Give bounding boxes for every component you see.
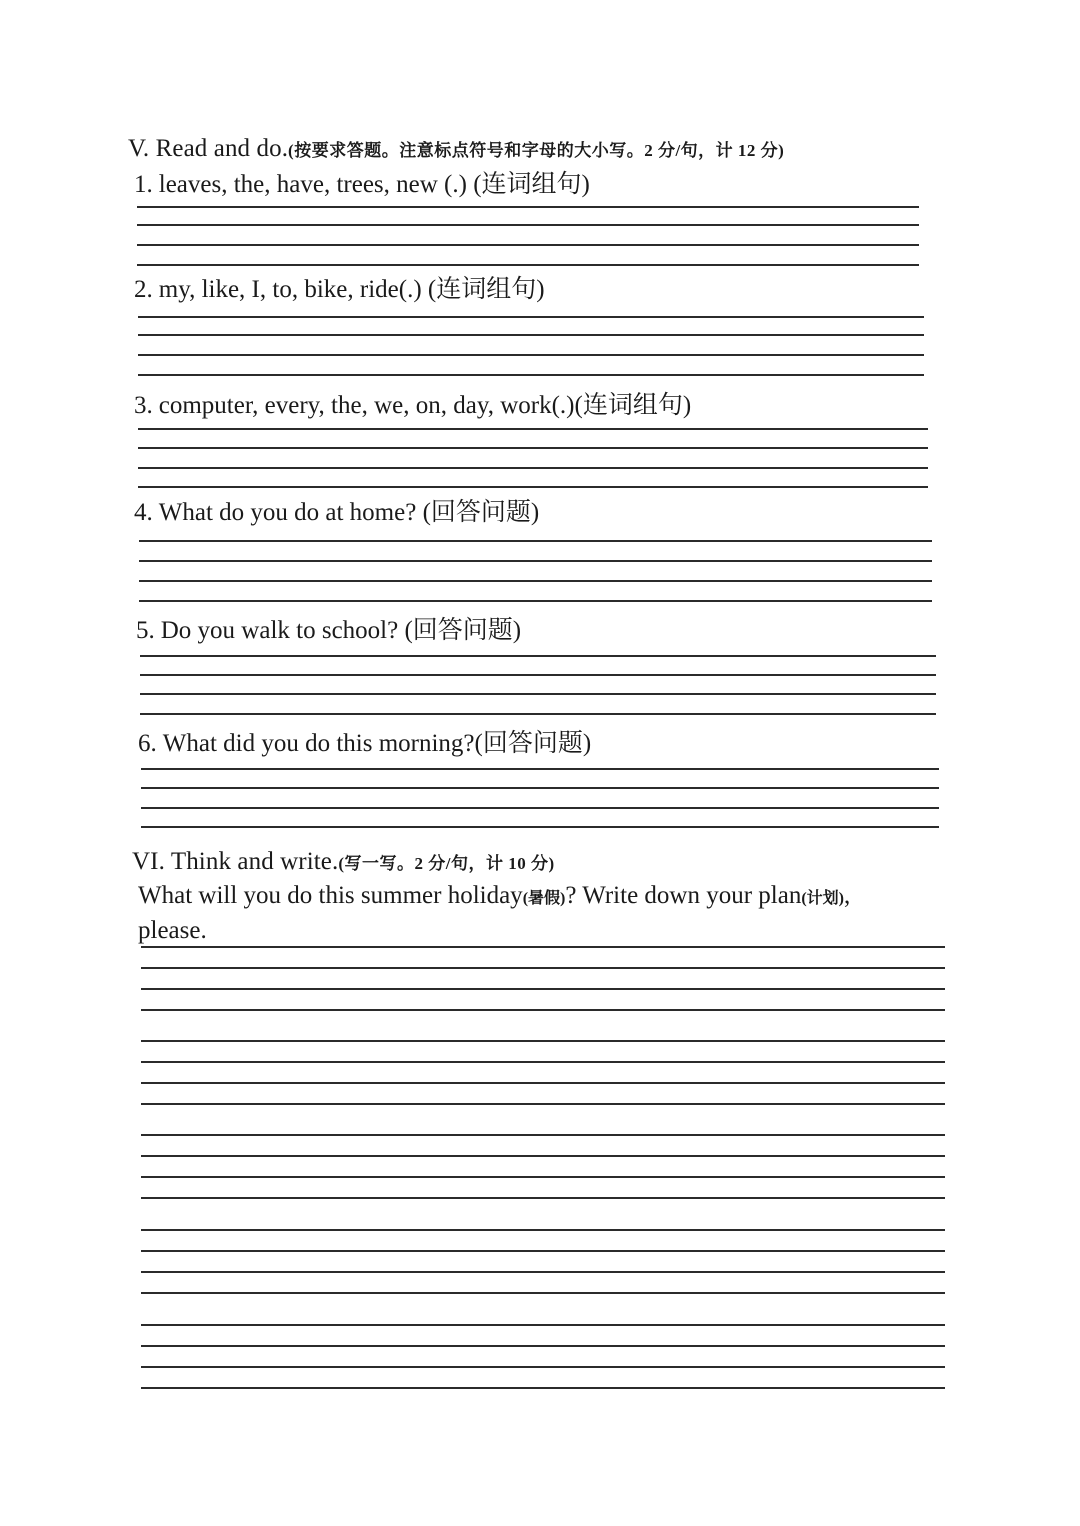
writing-line[interactable]: [141, 1082, 945, 1084]
answer-line[interactable]: [138, 428, 928, 430]
answer-line[interactable]: [138, 334, 924, 336]
answer-line[interactable]: [138, 354, 924, 356]
answer-line[interactable]: [141, 807, 939, 809]
answer-line[interactable]: [138, 447, 928, 449]
writing-prompt: [138, 878, 850, 948]
writing-line[interactable]: [141, 1292, 945, 1294]
writing-line[interactable]: [141, 967, 945, 969]
question-5: [136, 618, 521, 643]
question-text: Do you walk to school? (回答问题): [160, 617, 522, 644]
prompt-text: ,: [844, 882, 851, 909]
writing-prompt-line-2: please.: [138, 917, 207, 944]
answer-line[interactable]: [141, 826, 939, 828]
question-number: 4.: [134, 499, 153, 526]
section-vi-title: [132, 849, 555, 874]
writing-line[interactable]: [141, 1324, 945, 1326]
prompt-text: What will you do this summer holiday: [138, 882, 523, 909]
question-number: 1.: [134, 171, 153, 198]
answer-line[interactable]: [140, 713, 936, 715]
gloss-plan: (计划): [801, 890, 845, 907]
writing-line[interactable]: [141, 1387, 945, 1389]
writing-line[interactable]: [141, 1061, 945, 1063]
question-text: my, like, I, to, bike, ride(.) (连词组句): [158, 276, 545, 303]
writing-line[interactable]: [141, 1134, 945, 1136]
answer-line[interactable]: [140, 693, 936, 695]
question-number: 3.: [134, 392, 153, 419]
answer-line[interactable]: [141, 787, 939, 789]
writing-line[interactable]: [141, 1155, 945, 1157]
answer-line[interactable]: [141, 768, 939, 770]
question-text: What do you do at home? (回答问题): [158, 499, 540, 526]
answer-line[interactable]: [139, 560, 932, 562]
question-text: computer, every, the, we, on, day, work(.)(连词组句): [158, 392, 692, 419]
answer-area-4[interactable]: [139, 540, 932, 602]
question-text: leaves, the, have, trees, new (.) (连词组句): [158, 171, 590, 198]
prompt-text: ? Write down your plan: [565, 882, 802, 909]
question-6: [138, 731, 591, 756]
answer-line[interactable]: [139, 600, 932, 602]
writing-line[interactable]: [141, 1040, 945, 1042]
question-4: [134, 500, 539, 525]
answer-area-3[interactable]: [138, 428, 928, 488]
question-2: [134, 277, 545, 302]
question-1: [134, 172, 590, 197]
answer-line[interactable]: [137, 224, 919, 226]
writing-line[interactable]: [141, 1176, 945, 1178]
section-v-heading: V. Read and do.: [128, 135, 289, 162]
answer-area-2[interactable]: [138, 316, 924, 376]
answer-line[interactable]: [137, 264, 919, 266]
section-v-title: [128, 136, 784, 161]
answer-line[interactable]: [137, 244, 919, 246]
writing-line[interactable]: [141, 1229, 945, 1231]
writing-area[interactable]: [141, 946, 945, 1392]
writing-line[interactable]: [141, 946, 945, 948]
answer-area-6[interactable]: [141, 768, 939, 828]
answer-line[interactable]: [138, 316, 924, 318]
question-3: [134, 393, 691, 418]
answer-area-5[interactable]: [140, 655, 936, 715]
gloss-summer-holiday: (暑假): [522, 890, 566, 907]
question-number: 2.: [134, 276, 153, 303]
answer-area-1[interactable]: [137, 206, 919, 266]
writing-line[interactable]: [141, 988, 945, 990]
answer-line[interactable]: [138, 374, 924, 376]
answer-line[interactable]: [140, 655, 936, 657]
section-v-instructions: (按要求答题。注意标点符号和字母的大小写。2 分/句，计 12 分): [288, 141, 785, 160]
answer-line[interactable]: [137, 206, 919, 208]
answer-line[interactable]: [139, 580, 932, 582]
question-number: 5.: [136, 617, 155, 644]
answer-line[interactable]: [140, 674, 936, 676]
section-vi-instructions: (写一写。2 分/句，计 10 分): [338, 854, 555, 873]
writing-line[interactable]: [141, 1271, 945, 1273]
writing-line[interactable]: [141, 1103, 945, 1105]
writing-line[interactable]: [141, 1197, 945, 1199]
writing-line[interactable]: [141, 1009, 945, 1011]
writing-prompt-line-1: [138, 878, 850, 913]
writing-line[interactable]: [141, 1345, 945, 1347]
question-text: What did you do this morning?(回答问题): [162, 730, 592, 757]
answer-line[interactable]: [138, 467, 928, 469]
question-number: 6.: [138, 730, 157, 757]
writing-line[interactable]: [141, 1250, 945, 1252]
answer-line[interactable]: [139, 540, 932, 542]
writing-line[interactable]: [141, 1366, 945, 1368]
section-vi-heading: VI. Think and write.: [132, 848, 339, 875]
answer-line[interactable]: [138, 486, 928, 488]
